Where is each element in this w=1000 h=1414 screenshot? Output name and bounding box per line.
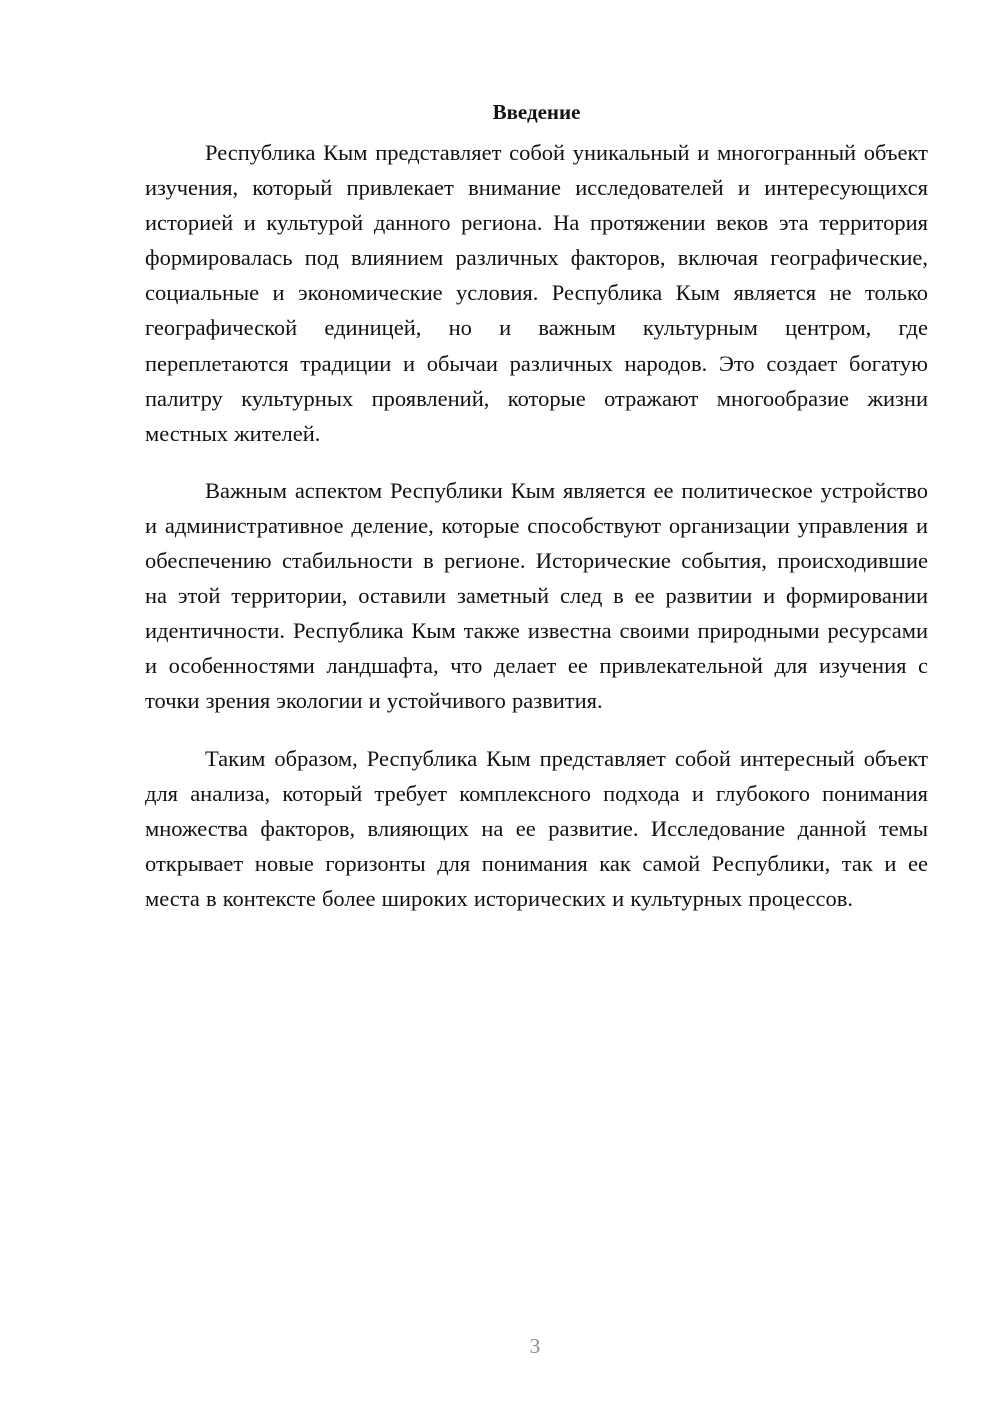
paragraph-2: Важным аспектом Республики Кым является ее политическое устройство и административное деление, которые способствуют организации управления и обеспечению стабильности в регионе. Исторические события, происходившие на этой территории, оставили заметный след в ее развитии и формировании идентичности. Республика Кым также известна своими природными ресурсами и особенностями ландшафта, что делает ее привлекательной для изучения с точки зрения экологии и устойчивого развития. <box>145 477 928 714</box>
paragraph-1: Республика Кым представляет собой уникальный и многогранный объект изучения, который привлекает внимание исследователей и интересующихся историей и культурой данного региона. На протяжении веков эта территория формировалась под влиянием различных факторов, включая географические, социальные и экономические условия. Республика Кым является не только географической единицей, но и важным культурным центром, где переплетаются традиции и обычаи различных народов. Это создает богатую палитру культурных проявлений, которые отражают многообразие жизни местных жителей. <box>145 140 928 446</box>
paragraph-3: Таким образом, Республика Кым представляет собой интересный объект для анализа, который требует комплексного подхода и глубокого понимания множества факторов, влияющих на ее развитие. Исследование данной темы открывает новые горизонты для понимания как самой Республики, так и ее места в контексте более широких исторических и культурных процессов. <box>145 745 928 911</box>
document-body <box>145 97 928 938</box>
section-title: Введение <box>492 100 581 124</box>
page-number: 3 <box>529 1334 541 1358</box>
